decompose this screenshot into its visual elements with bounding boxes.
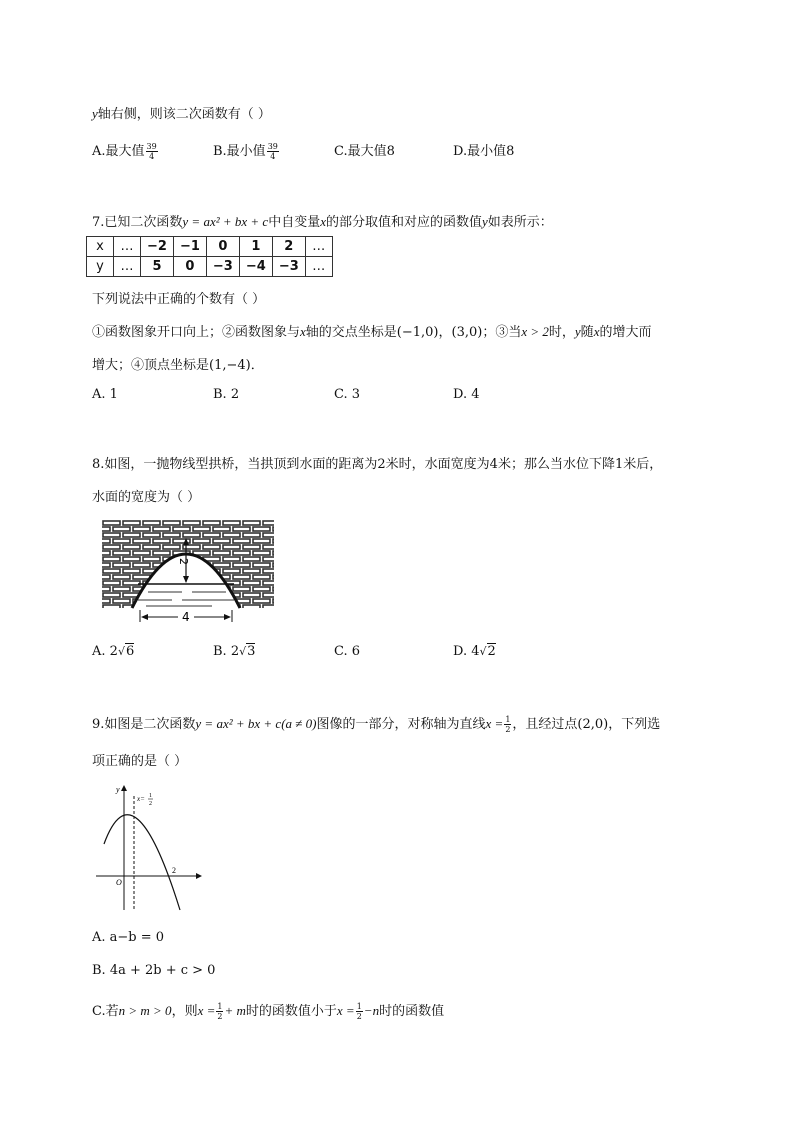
table-cell: 5	[141, 257, 174, 277]
q7-question: 下列说法中正确的个数有（ ）	[92, 292, 266, 307]
q7-option-a: A. 1	[92, 387, 118, 402]
table-cell: …	[305, 257, 332, 277]
q9-symmetry-axis-label: x=	[137, 795, 145, 803]
table-cell: −4	[239, 257, 272, 277]
q7-option-c: C. 3	[334, 387, 361, 402]
table-row-y	[87, 257, 333, 277]
q9-stem-line1: 9.如图是二次函数y = ax² + bx + c(a ≠ 0)图像的一部分，对称轴为直线x = $\frac{1}{2}$ ，且经过点(2,0)，下列选	[92, 715, 661, 734]
q7-statements-line2: 增大；④顶点坐标是(1,−4)．	[92, 358, 264, 373]
q9-half-den: 2	[149, 801, 152, 807]
q7-statements-line1: ①函数图象开口向上；②函数图象与x轴的交点坐标是(−1,0)，(3,0)；③当x > 2时，y随x的增大而	[92, 324, 652, 340]
q6-option-a: A.最大值 $\frac{39}{4}$	[92, 142, 157, 161]
q8-option-c: C. 6	[334, 644, 361, 659]
q9-option-b: B. 4a + 2b + c > 0	[92, 963, 216, 978]
q8-stem-line1: 8.如图，一抛物线型拱桥，当拱顶到水面的距离为2米时，水面宽度为4米；那么当水位下降1米后，	[92, 457, 663, 472]
table-cell: …	[114, 257, 141, 277]
q8-stem-line2: 水面的宽度为（ ）	[92, 490, 201, 505]
table-cell: …	[305, 237, 332, 257]
q8-option-a: A. 2√6	[92, 644, 135, 659]
q8-option-d: D. 4√2	[453, 644, 496, 659]
q9-parabola-figure	[94, 782, 206, 914]
table-cell: 0	[206, 237, 239, 257]
q8-width-label: 4	[182, 610, 190, 624]
q7-value-table	[86, 236, 333, 277]
q6-option-c: C.最大值8	[334, 144, 395, 159]
table-cell: 0	[173, 257, 206, 277]
table-cell: −3	[272, 257, 305, 277]
q9-origin-label: O	[116, 878, 122, 887]
q8-height-label: 2	[177, 558, 190, 565]
table-cell: y	[87, 257, 114, 277]
q9-half-num: 1	[149, 793, 152, 799]
q7-option-d: D. 4	[453, 387, 480, 402]
q9-stem-line2: 项正确的是（ ）	[92, 754, 188, 769]
q6-stem: y轴右侧，则该二次函数有（ ）	[92, 106, 271, 122]
table-row-x	[87, 237, 333, 257]
q9-option-c: C.若n > m > 0，则x = $\frac{1}{2}$ + m时的函数值小于x = $\frac{1}{2}$ −n时的函数值	[92, 1002, 445, 1021]
q8-arch-bridge-figure	[102, 520, 274, 624]
table-cell: …	[114, 237, 141, 257]
q6-option-b: B.最小值 $\frac{39}{4}$	[213, 142, 278, 161]
q6-option-d: D.最小值8	[453, 144, 515, 159]
table-cell: −3	[206, 257, 239, 277]
q9-option-a: A. a−b = 0	[92, 930, 165, 945]
table-cell: −1	[173, 237, 206, 257]
table-cell: 2	[272, 237, 305, 257]
q7-stem: 7.已知二次函数y = ax² + bx + c中自变量x的部分取值和对应的函数值y如表所示：	[92, 214, 553, 230]
table-cell: −2	[141, 237, 174, 257]
q9-root-label: 2	[172, 866, 176, 875]
q7-option-b: B. 2	[213, 387, 240, 402]
q8-option-b: B. 2√3	[213, 644, 256, 659]
table-cell: x	[87, 237, 114, 257]
table-cell: 1	[239, 237, 272, 257]
q9-y-axis-label: y	[116, 785, 120, 794]
